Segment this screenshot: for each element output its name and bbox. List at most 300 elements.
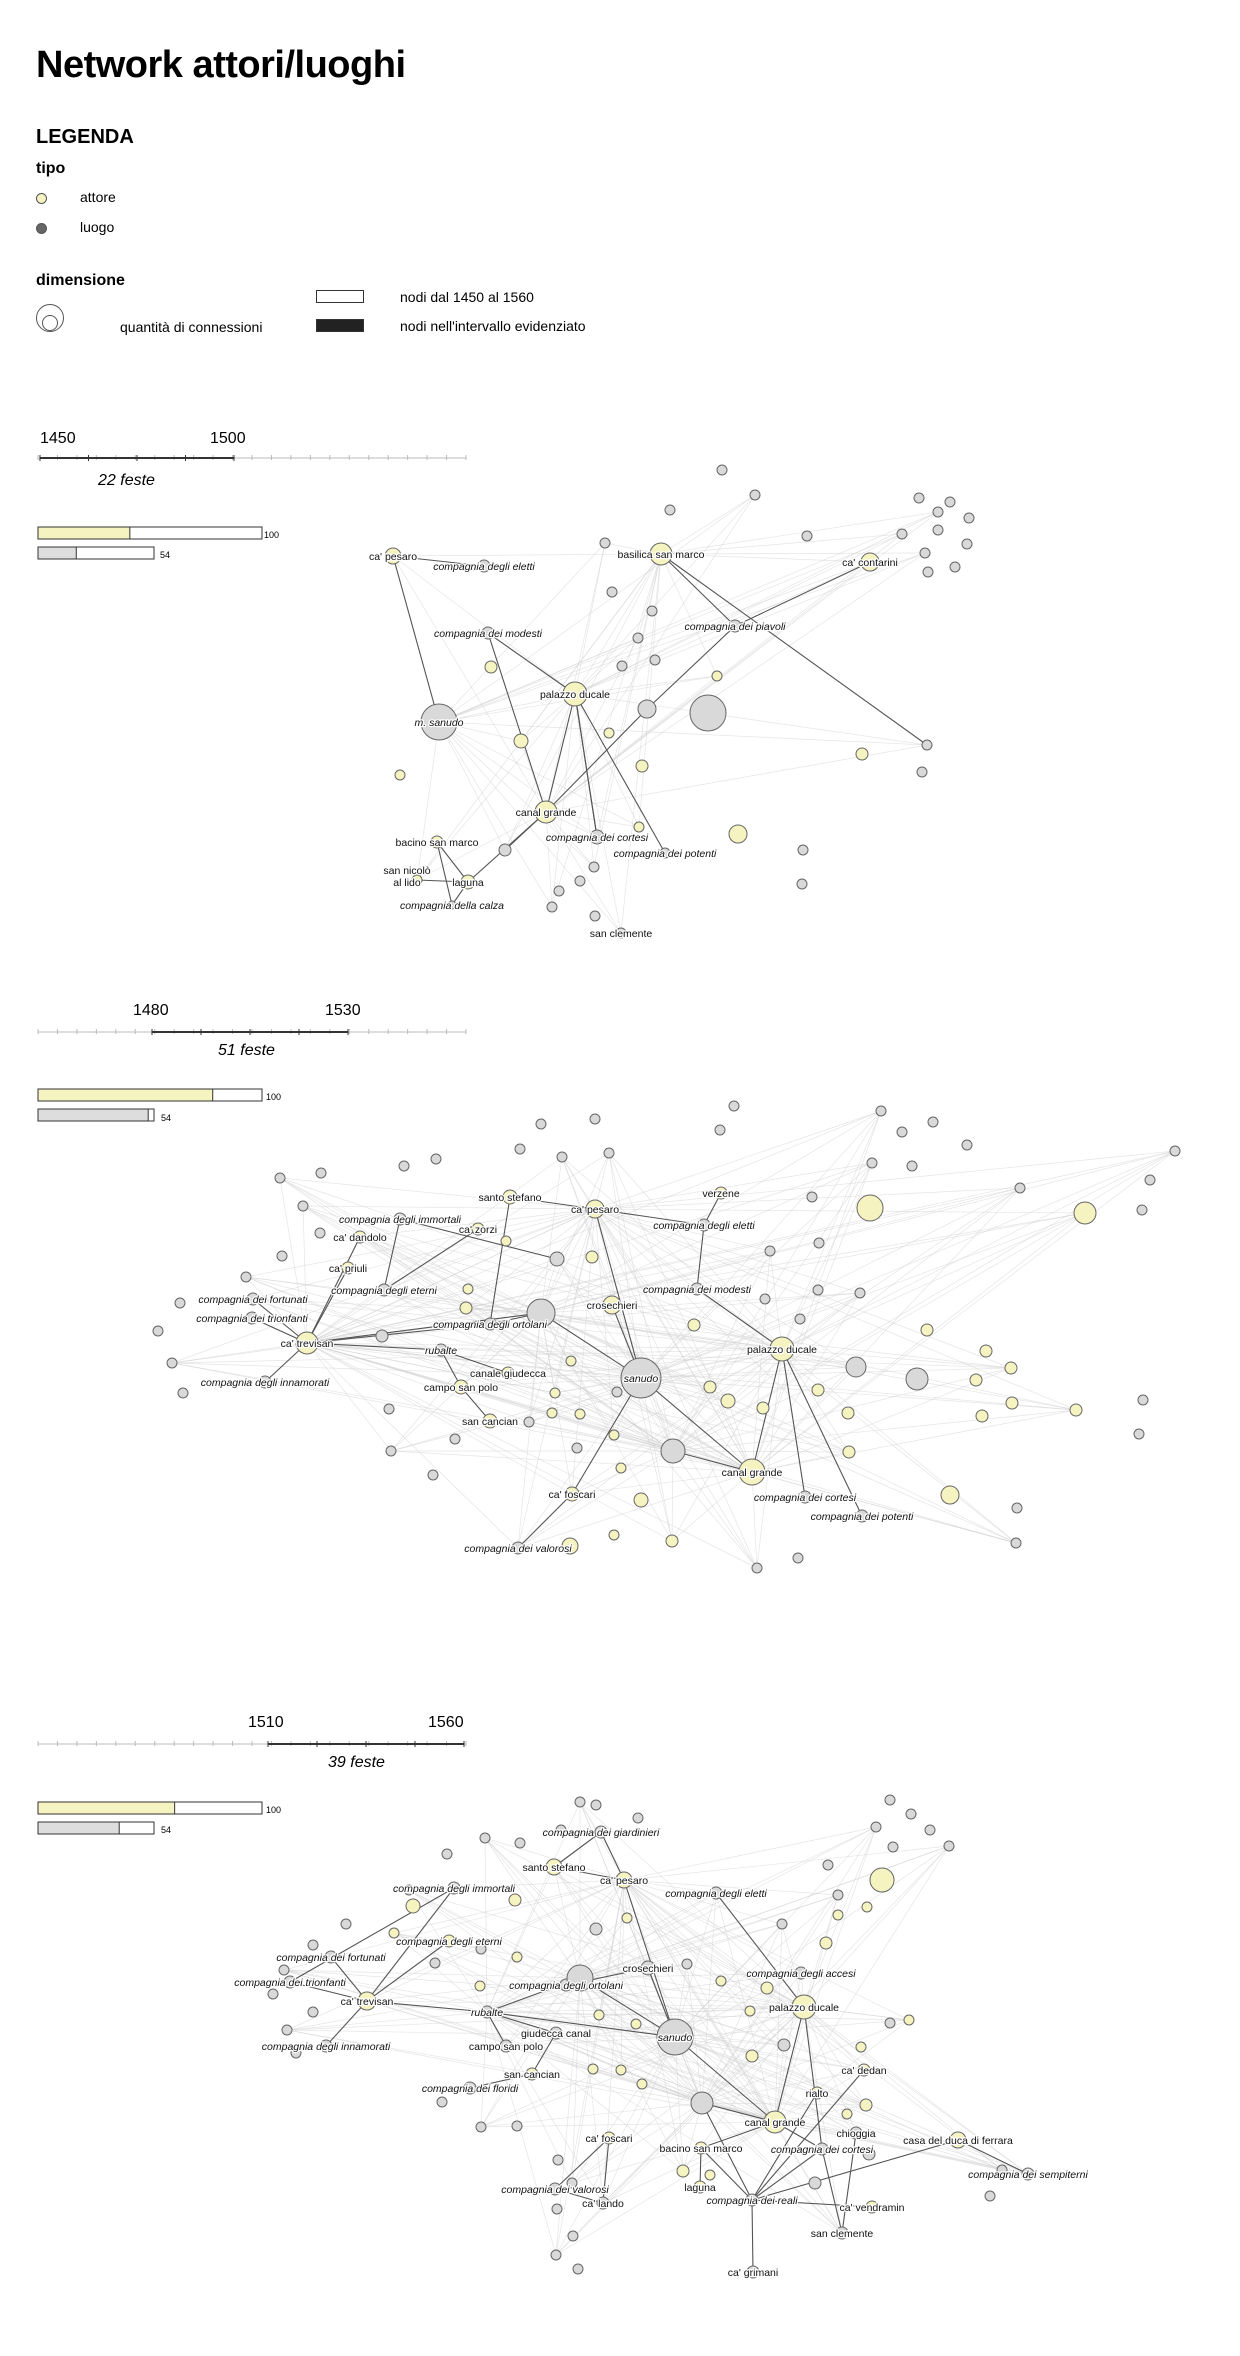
place-node: [442, 1849, 452, 1859]
actor-node: [512, 1952, 522, 1962]
place-node: [591, 1800, 601, 1810]
weak-edge: [303, 1206, 595, 1209]
node-label: ca' pesaro: [570, 1204, 620, 1216]
actor-node: [746, 2050, 758, 2062]
node-label: compagnia dei fortunati: [276, 1952, 386, 1964]
weak-edge: [752, 1472, 757, 1568]
legend-place-label: luogo: [80, 219, 115, 235]
actor-node: [501, 1236, 511, 1246]
place-node: [1138, 1395, 1148, 1405]
node-label: compagnia degli ortolani: [509, 1980, 623, 1992]
weak-edge: [624, 1846, 949, 1880]
place-node: [682, 1959, 692, 1969]
place-node: [802, 531, 812, 541]
node-label: giudecca canal: [520, 2028, 592, 2040]
place-node: [1170, 1146, 1180, 1156]
place-node: [315, 1228, 325, 1238]
place-node: [298, 1201, 308, 1211]
node-label: compagnia dei giardinieri: [542, 1827, 660, 1839]
weak-edge: [541, 1213, 1085, 1313]
place-node: [777, 1919, 787, 1929]
place-node: [430, 1958, 440, 1968]
weak-edge: [775, 1846, 949, 2122]
node-label: laguna: [452, 877, 484, 889]
node-label: san clemente: [810, 2228, 874, 2240]
page-title: Network attori/luoghi: [36, 44, 406, 86]
place-node: [661, 1439, 685, 1463]
feste-count: 51 feste: [218, 1042, 275, 1059]
node-label: ca' trevisan: [340, 1996, 394, 2008]
actor-node: [842, 2109, 852, 2119]
place-node: [515, 1144, 525, 1154]
strong-edge: [393, 556, 439, 722]
weak-edge: [307, 1153, 609, 1343]
weak-edge: [752, 1410, 1076, 1472]
node-label: ca' zorzi: [458, 1224, 498, 1236]
actor-node: [566, 1356, 576, 1366]
actor-node: [475, 1981, 485, 1991]
actor-node: [833, 1910, 843, 1920]
place-node: [590, 1923, 602, 1935]
node-label: compagnia della calza: [400, 900, 504, 912]
actor-node: [575, 1409, 585, 1419]
weak-edge: [575, 694, 621, 933]
weak-edge: [556, 2037, 675, 2255]
places-total-label: 54: [160, 550, 171, 560]
actor-node: [588, 2064, 598, 2074]
places-total-label: 54: [161, 1825, 172, 1835]
weak-edge: [393, 556, 546, 812]
network-graph-2: [153, 1101, 1180, 1573]
place-node: [846, 1357, 866, 1377]
actor-node: [1070, 1404, 1082, 1416]
strong-edge: [488, 633, 575, 694]
node-label: palazzo ducale: [746, 1344, 818, 1356]
place-node: [476, 2122, 486, 2132]
node-label: verzene: [702, 1188, 740, 1200]
place-node: [813, 1285, 823, 1295]
place-node: [793, 1553, 803, 1563]
node-label: compagnia dei valorosi: [464, 1543, 572, 1555]
strong-edge: [822, 2149, 842, 2233]
actor-node: [604, 728, 614, 738]
node-label: compagnia dei modesti: [434, 628, 542, 640]
place-node: [888, 1842, 898, 1852]
weak-edge: [552, 694, 575, 907]
actor-node: [729, 825, 747, 843]
actors-bar-fill: [38, 1802, 175, 1814]
legend-bar-all-label: nodi dal 1450 al 1560: [400, 289, 534, 305]
strong-edge: [488, 633, 546, 812]
actor-node: [463, 1284, 473, 1294]
weak-edge: [417, 722, 439, 880]
node-label: palazzo ducale: [768, 2002, 840, 2014]
weak-edge: [307, 1293, 860, 1343]
place-node: [167, 1358, 177, 1368]
place-node: [823, 1860, 833, 1870]
place-node: [277, 1251, 287, 1261]
node-label: compagnia degli accesi: [746, 1968, 856, 1980]
node-label: san cancian: [461, 1416, 519, 1428]
node-label: compagnia degli eletti: [653, 1220, 755, 1232]
place-node: [1145, 1175, 1155, 1185]
actor-node: [857, 1195, 883, 1221]
place-node: [590, 1114, 600, 1124]
actor-node: [716, 1976, 726, 1986]
node-label: ca' contarini: [842, 557, 898, 569]
node-label: laguna: [684, 2182, 716, 2194]
actor-node: [637, 2079, 647, 2089]
places-bar-fill: [38, 1822, 119, 1834]
actors-total-label: 100: [264, 530, 280, 540]
place-node: [962, 1140, 972, 1150]
place-node: [855, 1288, 865, 1298]
place-node: [809, 2177, 821, 2189]
feste-count: 39 feste: [328, 1754, 385, 1771]
actor-node: [870, 1868, 894, 1892]
node-label: compagnia dei cortesi: [770, 2144, 874, 2156]
node-label: crosechieri: [622, 1963, 674, 1975]
place-node: [612, 1387, 622, 1397]
actor-node: [634, 822, 644, 832]
place-node: [547, 902, 557, 912]
place-node: [950, 562, 960, 572]
place-node: [795, 1314, 805, 1324]
node-label: compagnia dei floridi: [421, 2083, 519, 2095]
place-node: [551, 2250, 561, 2260]
weak-edge: [481, 2012, 487, 2127]
place-node: [268, 1989, 278, 1999]
node-label: ca' dedan: [841, 2065, 887, 2077]
node-label: compagnia dei cortesi: [545, 832, 649, 844]
place-node: [907, 1161, 917, 1171]
actor-node: [745, 2006, 755, 2016]
network-graph-1: [369, 465, 974, 940]
weak-edge: [673, 1151, 1175, 1451]
strong-edge: [367, 1941, 449, 2001]
weak-edge: [595, 1209, 849, 1452]
place-node: [575, 1797, 585, 1807]
place-node: [552, 2204, 562, 2214]
legend-size-label: quantità di connessioni: [120, 319, 263, 335]
actor-node: [856, 2042, 866, 2052]
weak-edge: [702, 1895, 838, 2103]
actor-node: [631, 2019, 641, 2029]
place-node: [572, 1443, 582, 1453]
node-label: m. sanudo: [414, 717, 464, 729]
place-node: [647, 606, 657, 616]
node-label: canal grande: [515, 807, 577, 819]
actor-node: [842, 1407, 854, 1419]
weak-edge: [562, 1157, 641, 1378]
place-node: [153, 1326, 163, 1336]
actor-node: [904, 2015, 914, 2025]
actor-node: [812, 1384, 824, 1396]
node-label: compagnia degli immortali: [393, 1883, 515, 1895]
node-label: canal grande: [744, 2117, 806, 2129]
node-label: compagnia degli eletti: [433, 561, 535, 573]
place-node: [750, 490, 760, 500]
actor-node: [622, 1913, 632, 1923]
node-label: ca' trevisan: [280, 1338, 334, 1350]
node-label: compagnia dei modesti: [643, 1284, 751, 1296]
node-label: compagnia degli eterni: [331, 1285, 437, 1297]
node-label: san clemente: [589, 928, 653, 940]
legend-actor-label: attore: [80, 189, 116, 205]
node-label: compagnia dei trionfanti: [234, 1977, 346, 1989]
actor-node: [980, 1345, 992, 1357]
weak-edge: [804, 1895, 838, 2007]
place-node: [590, 911, 600, 921]
weak-edge: [782, 1213, 1085, 1349]
place-node: [1015, 1183, 1025, 1193]
weak-edge: [782, 1924, 804, 2007]
place-node: [604, 1148, 614, 1158]
node-label: campo san polo: [423, 1382, 499, 1394]
actor-node: [970, 1374, 982, 1386]
place-node: [897, 1127, 907, 1137]
place-node: [638, 700, 656, 718]
place-node: [691, 2092, 713, 2114]
node-label: palazzo ducale: [539, 689, 611, 701]
actor-node: [976, 1410, 988, 1422]
strong-edge: [518, 1494, 572, 1548]
place-node: [964, 513, 974, 523]
node-label: rialto: [805, 2088, 829, 2100]
node-label: compagnia dei fortunati: [198, 1294, 308, 1306]
place-node: [550, 1252, 564, 1266]
actor-node: [586, 1251, 598, 1263]
actor-node: [1074, 1202, 1096, 1224]
actors-bar-fill: [38, 1089, 213, 1101]
place-node: [275, 1173, 285, 1183]
weak-edge: [595, 1151, 1175, 1209]
node-label: crosechieri: [586, 1300, 638, 1312]
actor-node: [616, 1463, 626, 1473]
place-node: [1134, 1429, 1144, 1439]
actor-node: [704, 1381, 716, 1393]
actor-node: [550, 1388, 560, 1398]
actor-node: [609, 1530, 619, 1540]
place-node: [917, 767, 927, 777]
weak-edge: [439, 722, 927, 745]
node-label: basilica san marco: [617, 549, 705, 561]
place-node: [399, 1161, 409, 1171]
actor-node: [609, 1430, 619, 1440]
places-bar-fill: [38, 547, 76, 559]
legend-size-heading: dimensione: [36, 272, 125, 289]
weak-edge: [546, 534, 902, 812]
place-node: [985, 2191, 995, 2201]
place-node: [765, 1246, 775, 1256]
node-label: compagnia degli eterni: [396, 1936, 502, 1948]
node-label: ca' priuli: [328, 1263, 368, 1275]
place-node: [922, 740, 932, 750]
node-label: compagnia dei piavoli: [684, 621, 786, 633]
weak-edge: [439, 722, 505, 850]
actors-total-label: 100: [266, 1805, 282, 1815]
weak-edge: [575, 495, 755, 694]
actor-node: [514, 734, 528, 748]
place-node: [554, 886, 564, 896]
places-total-label: 54: [161, 1113, 172, 1123]
actor-node: [460, 1302, 472, 1314]
place-node: [241, 1272, 251, 1282]
place-node: [1012, 1503, 1022, 1513]
place-node: [778, 2039, 790, 2051]
place-node: [524, 1417, 534, 1427]
place-node: [885, 1795, 895, 1805]
node-label: compagnia degli immortali: [339, 1214, 461, 1226]
actor-node: [843, 1446, 855, 1458]
place-node: [515, 1838, 525, 1848]
node-label: compagnia dei potenti: [613, 848, 717, 860]
place-node: [386, 1446, 396, 1456]
strong-edge: [290, 1888, 454, 1982]
place-node: [437, 2097, 447, 2107]
weak-edge: [439, 512, 938, 722]
strong-edge: [752, 2200, 753, 2272]
place-node: [833, 1890, 843, 1900]
node-label: compagnia dei valorosi: [501, 2184, 609, 2196]
range-end-label: 1560: [428, 1714, 464, 1731]
range-end-label: 1500: [210, 430, 246, 447]
range-start-label: 1480: [133, 1002, 169, 1019]
node-label: compagnia degli innamorati: [261, 2041, 391, 2053]
node-label: ca' lando: [582, 2198, 624, 2210]
weak-edge: [546, 495, 755, 812]
actor-node: [757, 1402, 769, 1414]
node-label: compagnia dei cortesi: [753, 1492, 857, 1504]
place-node: [553, 2155, 563, 2165]
actor-node: [636, 760, 648, 772]
place-node: [928, 1117, 938, 1127]
place-node: [607, 587, 617, 597]
node-label: compagnia dei reali: [706, 2195, 798, 2207]
place-node: [175, 1298, 185, 1308]
range-start-label: 1510: [248, 1714, 284, 1731]
range-start-label: 1450: [40, 430, 76, 447]
place-node: [428, 1470, 438, 1480]
place-node: [906, 1368, 928, 1390]
place-node: [480, 1833, 490, 1843]
place-node: [717, 465, 727, 475]
weak-edge: [580, 1802, 624, 1880]
legend-heading: LEGENDA: [36, 126, 134, 148]
node-label: ca' pesaro: [599, 1875, 649, 1887]
actor-node: [634, 1493, 648, 1507]
place-node: [897, 529, 907, 539]
actor-node: [860, 2099, 872, 2111]
weak-edge: [307, 1188, 1020, 1343]
actor-node: [921, 1324, 933, 1336]
network-graph-3: [234, 1795, 1088, 2279]
actor-node: [547, 1408, 557, 1418]
strong-edge: [575, 694, 597, 837]
actor-node: [666, 1535, 678, 1547]
place-node: [807, 1192, 817, 1202]
node-label: ca' pesaro: [368, 551, 418, 563]
range-end-label: 1530: [325, 1002, 361, 1019]
weak-edge: [485, 1838, 580, 1978]
node-label: santo stefano: [522, 1862, 586, 1874]
place-node: [690, 695, 726, 731]
actor-node: [406, 1899, 420, 1913]
place-node: [752, 1563, 762, 1573]
actor-node: [594, 2010, 604, 2020]
node-label: ca' foscari: [585, 2133, 633, 2145]
feste-count: 22 feste: [98, 472, 155, 489]
place-node: [923, 567, 933, 577]
actor-node: [862, 1902, 872, 1912]
node-label: campo san polo: [468, 2041, 544, 2053]
strong-edge: [735, 562, 870, 626]
node-label: compagnia dei trionfanti: [196, 1313, 308, 1325]
node-label: ca' grimani: [727, 2267, 779, 2279]
node-label: bacino san marco: [395, 837, 479, 849]
place-node: [431, 1154, 441, 1164]
actor-node: [509, 1894, 521, 1906]
node-label: casa del duca di ferrara: [903, 2135, 1013, 2147]
place-node: [914, 493, 924, 503]
place-node: [450, 1434, 460, 1444]
place-node: [885, 2018, 895, 2028]
node-label: rubalte: [424, 1345, 458, 1357]
place-node: [376, 1330, 388, 1342]
weak-edge: [782, 1151, 1175, 1349]
node-label: compagnia degli ortolani: [433, 1319, 547, 1331]
node-label: canal grande: [721, 1467, 783, 1479]
weak-edge: [752, 1472, 1016, 1543]
weak-edge: [624, 1827, 876, 1880]
place-node: [871, 1822, 881, 1832]
actor-node: [485, 661, 497, 673]
place-node: [715, 1125, 725, 1135]
place-node: [798, 845, 808, 855]
weak-edge: [609, 1153, 641, 1378]
place-node: [729, 1101, 739, 1111]
place-node: [797, 879, 807, 889]
place-node: [945, 497, 955, 507]
actor-node: [1006, 1397, 1018, 1409]
node-label: compagnia degli innamorati: [200, 1377, 330, 1389]
node-label: san nicolò al lido: [383, 865, 431, 889]
place-node: [575, 876, 585, 886]
weak-edge: [307, 1151, 1175, 1343]
actor-node: [721, 1394, 735, 1408]
node-label: ca' dandolo: [333, 1232, 387, 1244]
place-node: [568, 2231, 578, 2241]
place-node: [600, 538, 610, 548]
node-label: san cancian: [503, 2069, 561, 2081]
place-node: [933, 525, 943, 535]
place-node: [814, 1238, 824, 1248]
actor-node: [712, 671, 722, 681]
node-label: sanudo: [657, 2032, 693, 2044]
actors-bar-fill: [38, 527, 130, 539]
weak-edge: [487, 1895, 838, 2012]
node-label: chioggia: [836, 2128, 876, 2140]
place-node: [536, 1119, 546, 1129]
place-node: [279, 1965, 289, 1975]
strong-edge: [752, 2149, 822, 2200]
node-label: ca' vendramin: [839, 2202, 905, 2214]
weak-edge: [641, 1368, 1011, 1378]
weak-edge: [541, 1251, 770, 1313]
node-label: compagnia dei potenti: [810, 1511, 914, 1523]
place-node: [384, 1404, 394, 1414]
place-node: [1137, 1205, 1147, 1215]
